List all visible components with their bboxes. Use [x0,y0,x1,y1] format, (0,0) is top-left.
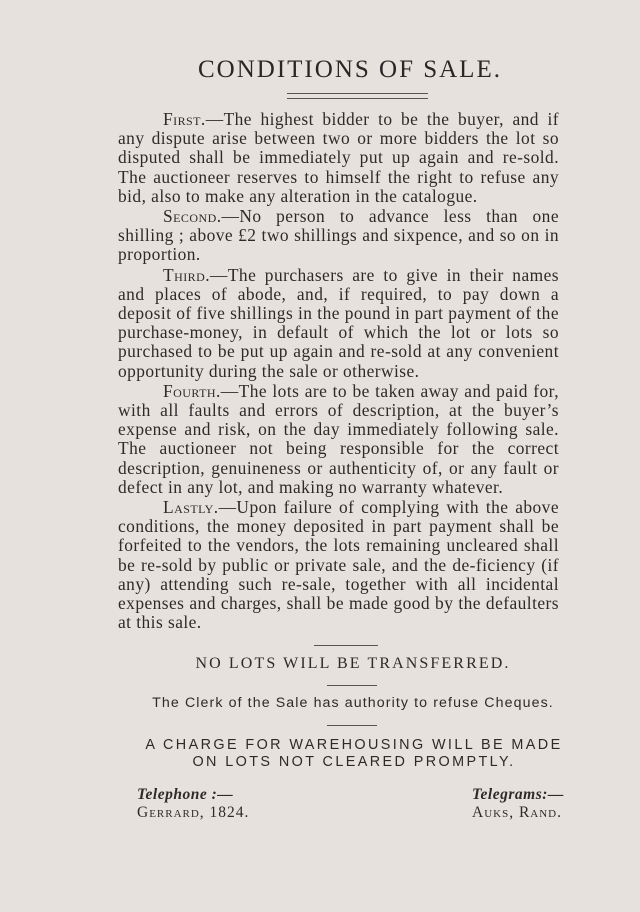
page-title: CONDITIONS OF SALE. [198,56,502,83]
telephone-value: Gerrard, 1824. [137,804,250,821]
cheques-notice: The Clerk of the Sale has authority to refuse Cheques. [152,695,554,711]
section-divider [327,685,377,686]
condition-text: —No person to advance less than one shilling ; above £2 two shillings and sixpence, and so on in proportion. [118,206,559,265]
condition-text: —The highest bidder to be the buyer, and if any dispute arise between two or more bidders the lot so disputed shall be immediately put up again and re-sold. The auctioneer reserves to himself the right to refuse any bid, also to make any alteration in the catalogue. [118,109,559,206]
conditions-list [118,110,559,633]
condition-lead: Third. [163,264,211,285]
condition-text: —The purchasers are to give in their names and places of abode, and, if required, to pay down a deposit of five shillings in the pound in part payment of the purchase-money, in default of which the lot or lots so purchased to be put up again and re-sold at any convenient opportunity during the sale or otherwise. [118,264,559,381]
warehousing-notice [130,737,578,771]
condition-lead: First. [163,109,206,129]
condition-fourth [118,382,559,497]
condition-lastly [118,498,559,632]
warehousing-line-2: ON LOTS NOT CLEARED PROMPTLY. [192,754,516,770]
transfer-notice: NO LOTS WILL BE TRANSFERRED. [195,655,511,672]
telegrams-value: Auks, Rand. [472,804,562,821]
condition-lead: Second. [163,206,222,227]
section-divider [327,725,377,726]
title-double-rule [287,93,428,99]
telegrams-label: Telegrams:— [472,786,564,803]
condition-second [118,207,559,265]
condition-text: —Upon failure of complying with the above conditions, the money deposited in part payment shall be forfeited to the vendors, the lots remaining uncleared shall be re-sold by public or private sale, and the de-ficiency (if any) attending such re-sale, together with all incidental expenses and charges, shall be made good by the defaulters at this sale. [118,497,559,633]
condition-third [118,266,559,381]
condition-lead: Fourth. [163,380,221,401]
warehousing-line-1: A CHARGE FOR WAREHOUSING WILL BE MADE [145,737,563,753]
section-divider [314,645,378,646]
telephone-block [137,786,249,822]
condition-text: —The lots are to be taken away and paid for, with all faults and errors of description, at the buyer’s expense and risk, on the day immediately following sale. The auctioneer not being responsible for the correct description, genuineness or authenticity of, or any fault or defect in any lot, and making no warranty whatever. [118,380,559,497]
telephone-label: Telephone :— [137,786,234,803]
telegrams-block [472,786,564,822]
condition-lead: Lastly. [163,497,219,518]
condition-first [118,110,559,206]
